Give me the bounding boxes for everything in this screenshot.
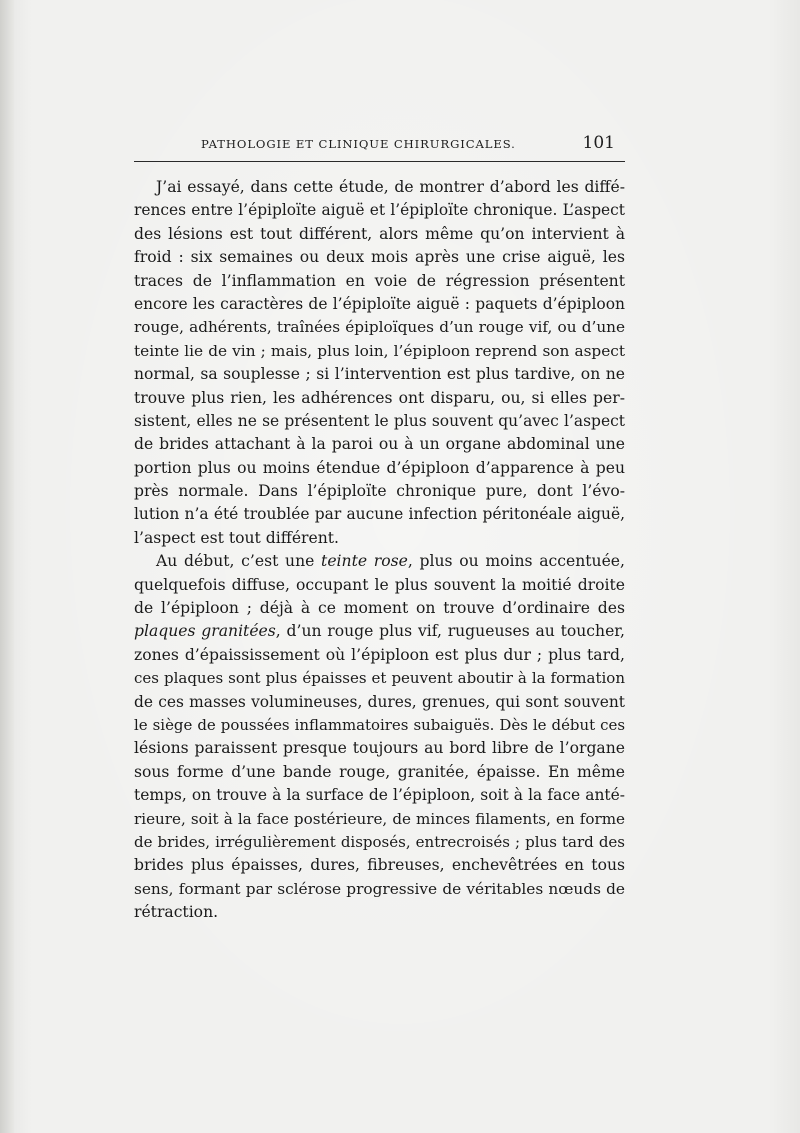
text-line: lution n’a été troublée par aucune infection péritonéale aiguë, [134, 505, 625, 524]
text-line: zones d’épaississement où l’épiploon est plus dur ; plus tard, [134, 645, 625, 664]
text-line: rétraction. [134, 903, 219, 922]
text-line: ces plaques sont plus épaisses et peuvent aboutir à la formation [134, 669, 625, 688]
text-line: traces de l’inflammation en voie de régression présentent [134, 271, 625, 290]
italic-term: plaques granitées [134, 622, 276, 641]
text-line: sous forme d’une bande rouge, granitée, épaisse. En même [134, 762, 625, 781]
page-number: 101 [582, 133, 615, 153]
text-line [134, 620, 625, 643]
text-line: de brides attachant à la paroi ou à un organe abdominal une [134, 435, 625, 454]
body-text [134, 176, 625, 925]
text-line: temps, on trouve à la surface de l’épiploon, soit à la face anté- [134, 786, 625, 805]
text-line: rences entre l’épiploïte aiguë et l’épiploïte chronique. L’aspect [134, 201, 625, 220]
running-header [201, 133, 615, 157]
text-line: des lésions est tout différent, alors même qu’on intervient à [134, 224, 625, 243]
text-line: de brides, irrégulièrement disposés, entrecroisés ; plus tard des [134, 832, 625, 851]
italic-term: teinte rose [321, 552, 408, 571]
text-line: lésions paraissent presque toujours au bord libre de l’organe [134, 739, 625, 758]
text-line: de ces masses volumineuses, dures, grenues, qui sont souvent [134, 692, 625, 711]
text-span: , d’un rouge plus vif, rugueuses au toucher, [275, 622, 625, 641]
text-line: froid : six semaines ou deux mois après une crise aiguë, les [134, 248, 625, 267]
text-span: Au début, c’est une [156, 552, 322, 571]
text-line: le siège de poussées inflammatoires subaiguës. Dès le début ces [134, 715, 625, 734]
paragraph [134, 550, 625, 924]
text-line: sistent, elles ne se présentent le plus souvent qu’avec l’aspect [134, 411, 625, 430]
text-line: rouge, adhérents, traînées épiploïques d’un rouge vif, ou d’une [134, 318, 625, 337]
text-line: sens, formant par sclérose progressive de véritables nœuds de [134, 879, 625, 898]
text-line: quelquefois diffuse, occupant le plus souvent la moitié droite [134, 575, 625, 594]
text-line: normal, sa souplesse ; si l’intervention est plus tardive, on ne [134, 365, 625, 384]
header-rule [134, 161, 625, 162]
text-line: de l’épiploon ; déjà à ce moment on trouve d’ordinaire des [134, 599, 625, 618]
text-line: portion plus ou moins étendue d’épiploon d’apparence à peu [134, 458, 625, 477]
text-line: rieure, soit à la face postérieure, de minces filaments, en forme [134, 809, 625, 828]
text-line: brides plus épaisses, dures, fibreuses, enchevêtrées en tous [134, 856, 625, 875]
text-line: près normale. Dans l’épiploïte chronique pure, dont l’évo- [134, 482, 625, 501]
text-line: J’ai essayé, dans cette étude, de montrer d’abord les diffé- [156, 178, 625, 196]
running-title: PATHOLOGIE ET CLINIQUE CHIRURGICALES. [201, 137, 516, 151]
text-span: , plus ou moins accentuée, [407, 552, 625, 571]
page-edge [0, 0, 14, 1133]
text-line: l’aspect est tout différent. [134, 528, 340, 547]
text-line: encore les caractères de l’épiploïte aiguë : paquets d’épiploon [134, 294, 625, 313]
paragraph [134, 176, 625, 550]
text-line: trouve plus rien, les adhérences ont disparu, ou, si elles per- [134, 388, 625, 407]
text-line [134, 550, 625, 573]
text-line: teinte lie de vin ; mais, plus loin, l’épiploon reprend son aspect [134, 341, 625, 360]
